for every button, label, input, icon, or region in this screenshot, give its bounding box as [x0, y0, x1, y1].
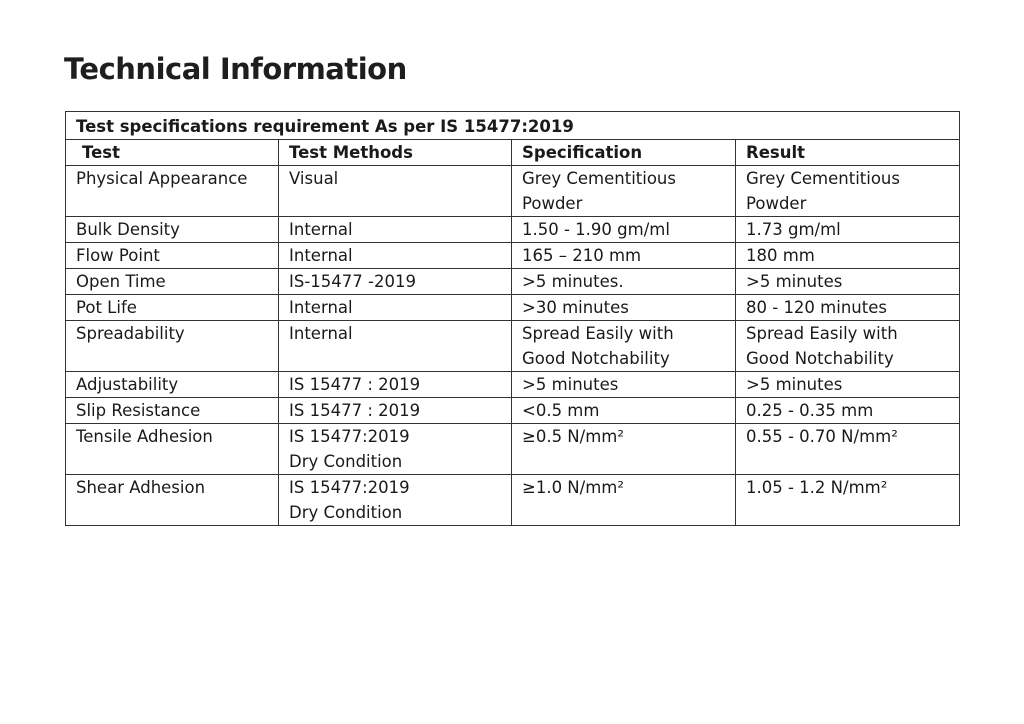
cell-test-method-line: Internal: [289, 298, 353, 317]
column-header-specification: Specification: [512, 140, 736, 166]
cell-specification-line: Grey Cementitious: [522, 169, 676, 188]
cell-test-method-line: Dry Condition: [289, 452, 403, 471]
cell-specification-line: Powder: [522, 194, 583, 213]
cell-specification: [512, 372, 736, 398]
table-body: [66, 166, 960, 526]
cell-test: [66, 398, 279, 424]
cell-result: [736, 269, 960, 295]
cell-test-method: [279, 321, 512, 372]
cell-test: [66, 243, 279, 269]
cell-result: [736, 475, 960, 526]
cell-test-method-line: Internal: [289, 220, 353, 239]
cell-specification: [512, 295, 736, 321]
cell-result-line: Grey Cementitious: [746, 169, 900, 188]
cell-result-line: Powder: [746, 194, 807, 213]
cell-test-method: [279, 217, 512, 243]
cell-result-line: >5 minutes: [746, 375, 843, 394]
table-row: [66, 295, 960, 321]
cell-test-method: [279, 243, 512, 269]
table-row: [66, 424, 960, 475]
cell-test: [66, 217, 279, 243]
cell-test: [66, 372, 279, 398]
caption-row: [66, 112, 960, 140]
cell-result-line: 80 - 120 minutes: [746, 298, 887, 317]
header-row: [66, 140, 960, 166]
cell-test-method: [279, 295, 512, 321]
cell-specification: [512, 475, 736, 526]
cell-result-line: 180 mm: [746, 246, 815, 265]
cell-result: [736, 217, 960, 243]
cell-result-line: 1.05 - 1.2 N/mm²: [746, 478, 888, 497]
cell-specification: [512, 243, 736, 269]
table-row: [66, 398, 960, 424]
cell-test-method-line: Dry Condition: [289, 503, 403, 522]
cell-test-line: Open Time: [76, 272, 166, 291]
page-title: Technical Information: [64, 52, 407, 86]
cell-result-line: Spread Easily with: [746, 324, 898, 343]
cell-test-line: Flow Point: [76, 246, 160, 265]
cell-specification-line: >30 minutes: [522, 298, 629, 317]
cell-result-line: 0.25 - 0.35 mm: [746, 401, 874, 420]
cell-specification: [512, 217, 736, 243]
cell-specification-line: 1.50 - 1.90 gm/ml: [522, 220, 670, 239]
cell-test-method-line: Internal: [289, 324, 353, 343]
cell-test: [66, 321, 279, 372]
cell-result: [736, 295, 960, 321]
cell-test: [66, 269, 279, 295]
cell-test: [66, 295, 279, 321]
cell-test-line: Bulk Density: [76, 220, 180, 239]
cell-test-line: Pot Life: [76, 298, 137, 317]
table-row: [66, 217, 960, 243]
cell-test-method-line: Internal: [289, 246, 353, 265]
column-header-test: Test: [66, 140, 279, 166]
cell-test-method-line: IS 15477:2019: [289, 427, 410, 446]
cell-specification-line: Good Notchability: [522, 349, 670, 368]
column-header-test-methods: Test Methods: [279, 140, 512, 166]
table-row: [66, 475, 960, 526]
cell-specification: [512, 166, 736, 217]
cell-test-method-line: IS-15477 -2019: [289, 272, 416, 291]
cell-test-method-line: Visual: [289, 169, 339, 188]
cell-test-line: Shear Adhesion: [76, 478, 206, 497]
table-row: [66, 243, 960, 269]
cell-specification-line: Spread Easily with: [522, 324, 674, 343]
table-row: [66, 166, 960, 217]
cell-result-line: 0.55 - 0.70 N/mm²: [746, 427, 898, 446]
cell-test-method-line: IS 15477 : 2019: [289, 375, 421, 394]
cell-specification-line: <0.5 mm: [522, 401, 600, 420]
cell-specification-line: ≥1.0 N/mm²: [522, 478, 624, 497]
cell-specification: [512, 269, 736, 295]
cell-test-method: [279, 166, 512, 217]
cell-result: [736, 398, 960, 424]
table-row: [66, 269, 960, 295]
cell-test-line: Physical Appearance: [76, 169, 248, 188]
cell-test-method: [279, 475, 512, 526]
cell-test-line: Adjustability: [76, 375, 179, 394]
cell-test: [66, 475, 279, 526]
column-header-result: Result: [736, 140, 960, 166]
cell-test-method: [279, 424, 512, 475]
table-caption: Test specifications requirement As per IS 15477:2019: [66, 112, 960, 140]
cell-result-line: >5 minutes: [746, 272, 843, 291]
cell-test-method: [279, 372, 512, 398]
cell-result: [736, 424, 960, 475]
cell-specification: [512, 424, 736, 475]
table-row: [66, 372, 960, 398]
cell-result: [736, 321, 960, 372]
cell-result: [736, 166, 960, 217]
cell-specification-line: 165 – 210 mm: [522, 246, 642, 265]
cell-test-method: [279, 398, 512, 424]
cell-test: [66, 424, 279, 475]
cell-specification-line: >5 minutes.: [522, 272, 624, 291]
cell-result: [736, 372, 960, 398]
cell-test-method-line: IS 15477 : 2019: [289, 401, 421, 420]
cell-specification-line: ≥0.5 N/mm²: [522, 427, 624, 446]
cell-test: [66, 166, 279, 217]
cell-test-line: Slip Resistance: [76, 401, 201, 420]
cell-specification: [512, 398, 736, 424]
cell-specification: [512, 321, 736, 372]
cell-test-line: Tensile Adhesion: [76, 427, 213, 446]
cell-result-line: Good Notchability: [746, 349, 894, 368]
spec-table: [65, 111, 960, 526]
table-row: [66, 321, 960, 372]
cell-test-line: Spreadability: [76, 324, 185, 343]
cell-specification-line: >5 minutes: [522, 375, 619, 394]
cell-test-method-line: IS 15477:2019: [289, 478, 410, 497]
cell-test-method: [279, 269, 512, 295]
cell-result-line: 1.73 gm/ml: [746, 220, 841, 239]
cell-result: [736, 243, 960, 269]
